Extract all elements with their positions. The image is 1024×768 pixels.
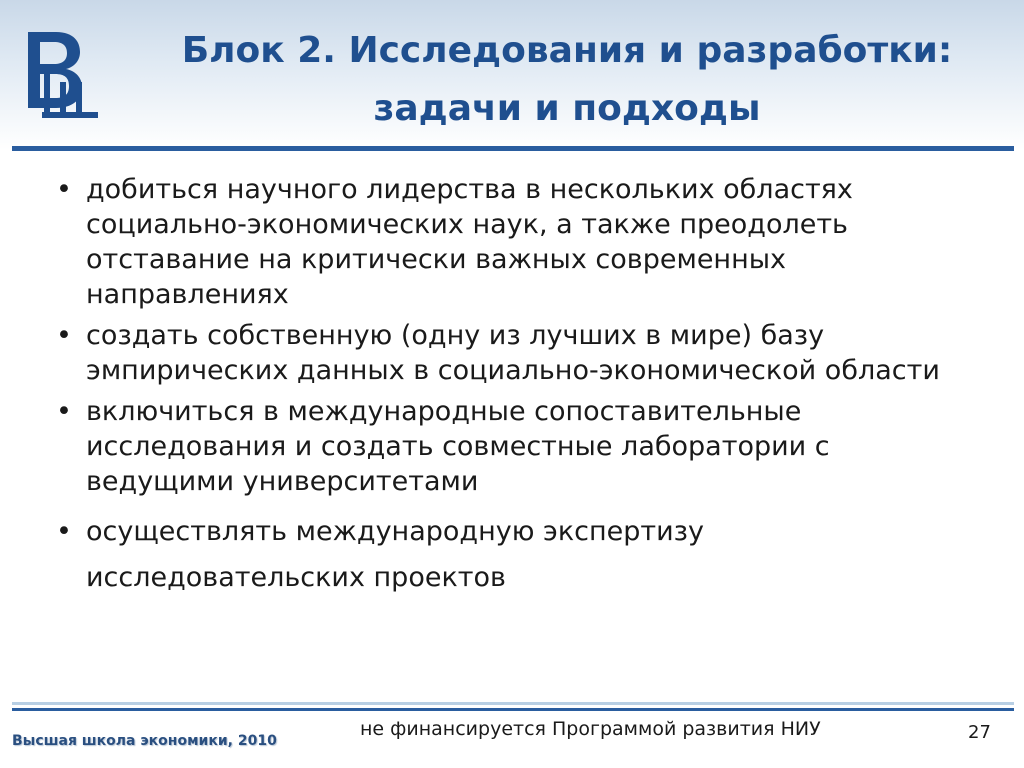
footer-divider: [12, 708, 1014, 711]
bullet-item: [56, 394, 956, 499]
page-number: 27: [968, 722, 991, 743]
slide-title-line-2: задачи и подходы: [373, 88, 761, 129]
hse-logo-icon: [22, 24, 102, 124]
bullet-text: включиться в международные сопоставительные исследования и создать совместные лаборатории с ведущими университетами: [86, 396, 830, 497]
bullet-text: добиться научного лидерства в нескольких областях социально-экономических наук, а также преодолеть отставание на критически важных современных направлениях: [86, 174, 853, 310]
footer-divider-light: [12, 702, 1014, 705]
bullet-item: [56, 509, 956, 601]
bullet-marker: •: [56, 396, 72, 427]
footer-org-label: Высшая школа экономики, 2010: [12, 733, 277, 749]
bullet-marker: •: [56, 174, 72, 205]
slide-title-line-1: Блок 2. Исследования и разработки:: [181, 30, 953, 71]
bullet-text: осуществлять международную экспертизу исследовательских проектов: [86, 516, 704, 593]
slide-title: [110, 22, 1024, 138]
bullet-item: [56, 318, 956, 388]
bullet-marker: •: [56, 320, 72, 351]
footer-note: не финансируется Программой развития НИУ: [360, 718, 821, 740]
bullet-item: [56, 172, 956, 312]
bullet-marker: •: [56, 516, 72, 547]
bullet-text: создать собственную (одну из лучших в мире) базу эмпирических данных в социально-экономической области: [86, 320, 940, 386]
bullet-list: [56, 172, 956, 607]
header-divider: [12, 146, 1014, 151]
